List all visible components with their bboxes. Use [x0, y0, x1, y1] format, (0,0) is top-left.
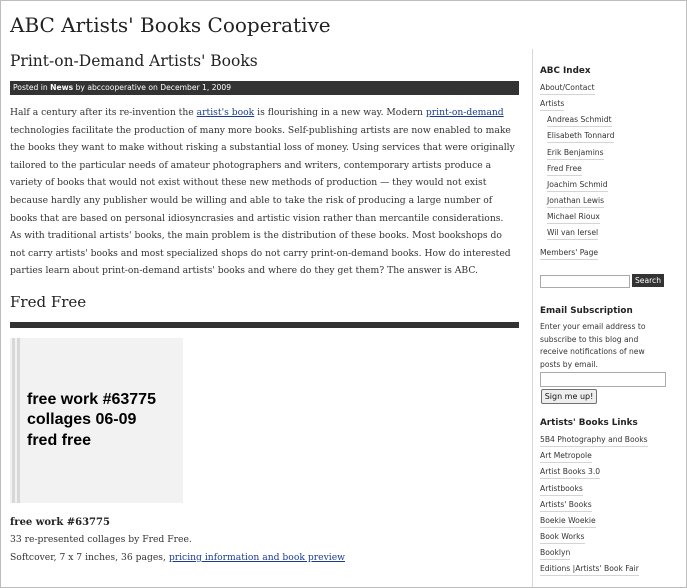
external-link[interactable]: Boekie Woekie [540, 515, 596, 528]
external-link[interactable]: Art Metropole [540, 450, 592, 463]
artist-link[interactable]: Michael Rioux [547, 211, 600, 224]
meta-category-link[interactable]: News [50, 83, 74, 92]
book-details [10, 549, 519, 567]
external-link[interactable]: Booklyn [540, 547, 570, 560]
section-heading: Fred Free [10, 292, 87, 311]
book-description: 33 re-presented collages by Fred Free. [10, 534, 192, 546]
cover-line: free work #63775 [27, 390, 156, 408]
search-button[interactable]: Search [632, 274, 664, 287]
p1-text-c: technologies facilitate the production of many more books. Self-publishing artists are now enabled to make the books they want to make without risking a substantial loss of money. Using services that were originally tailored to the particular needs of amateur photographers and writers, contemporary artists produce a variety of books that would not exist without these new methods of production — they would not exist because hardly any publisher would be willing and able to take the risk of producing a large number of books that are based on personal idiosyncrasies and artistic vision rather than mercantile considerations. [10, 124, 515, 224]
artist-link[interactable]: Erik Benjamins [547, 147, 604, 160]
print-on-demand-link[interactable]: print-on-demand [425, 107, 504, 118]
artist-link[interactable]: Elisabeth Tonnard [547, 130, 614, 143]
cover-text [27, 390, 156, 452]
artist-link[interactable]: Andreas Schmidt [547, 114, 612, 127]
email-description: Enter your email address to subscribe to this blog and receive notifications of new posts by email. [540, 322, 646, 369]
cover-spine [12, 338, 15, 503]
post-title[interactable]: Print-on-Demand Artists' Books [10, 52, 258, 70]
about-contact-link[interactable]: About/Contact [540, 82, 595, 95]
email-field[interactable] [540, 372, 666, 387]
external-link[interactable]: 5B4 Photography and Books [540, 434, 648, 447]
external-link[interactable]: Editions |Artists' Book Fair [540, 563, 639, 576]
p1-text-b: is flourishing in a new way. Modern [254, 107, 426, 118]
abc-index-title: ABC Index [540, 66, 591, 76]
book-details-text: Softcover, 7 x 7 inches, 36 pages, [10, 551, 169, 563]
members-page-link[interactable]: Members' Page [540, 247, 598, 260]
external-link[interactable]: Artistbooks [540, 483, 583, 496]
book-title: free work #63775 [10, 516, 110, 528]
search-input[interactable] [540, 275, 630, 288]
main-content [10, 49, 519, 566]
external-link[interactable]: Artist Books 3.0 [540, 466, 600, 479]
book-cover-image[interactable] [10, 338, 183, 503]
artists-link[interactable]: Artists [540, 98, 564, 111]
post-body [10, 104, 519, 280]
sidebar [532, 49, 683, 588]
post-paragraph-2: As with traditional artists' books, the main problem is the distribution of these books. Most bookshops do not carry artists' books and most specialized shops do not carry print-on-demand books. How do interested parties learn about print-on-demand artists' books and where do they get them? The answer is ABC. [10, 230, 511, 277]
cover-spine [17, 338, 20, 503]
cover-line: collages 06-09 [27, 411, 137, 429]
external-link[interactable]: Artists' Books [540, 499, 592, 512]
cover-line: fred free [27, 431, 92, 449]
meta-byline: by abccooperative on December 1, 2009 [75, 83, 232, 92]
links-title: Artists' Books Links [540, 418, 638, 428]
artist-link[interactable]: Fred Free [547, 163, 582, 176]
artist-link[interactable]: Joachim Schmid [547, 179, 608, 192]
section-divider [10, 322, 519, 328]
pricing-link[interactable]: pricing information and book preview [168, 551, 345, 563]
artist-link[interactable]: Jonathan Lewis [547, 195, 604, 208]
site-title[interactable]: ABC Artists' Books Cooperative [10, 13, 331, 37]
email-subscription-title: Email Subscription [540, 306, 633, 316]
subscribe-button[interactable]: Sign me up! [541, 389, 597, 404]
p1-text-a: Half a century after its re-invention the [10, 107, 197, 118]
artist-link[interactable]: Wil van Iersel [547, 227, 598, 240]
post-meta [10, 81, 519, 95]
meta-posted-in: Posted in [13, 83, 48, 92]
artists-book-link[interactable]: artist's book [196, 107, 255, 118]
post-paragraph-1 [10, 104, 519, 227]
book-caption [10, 514, 519, 567]
external-link[interactable]: Book Works [540, 531, 585, 544]
